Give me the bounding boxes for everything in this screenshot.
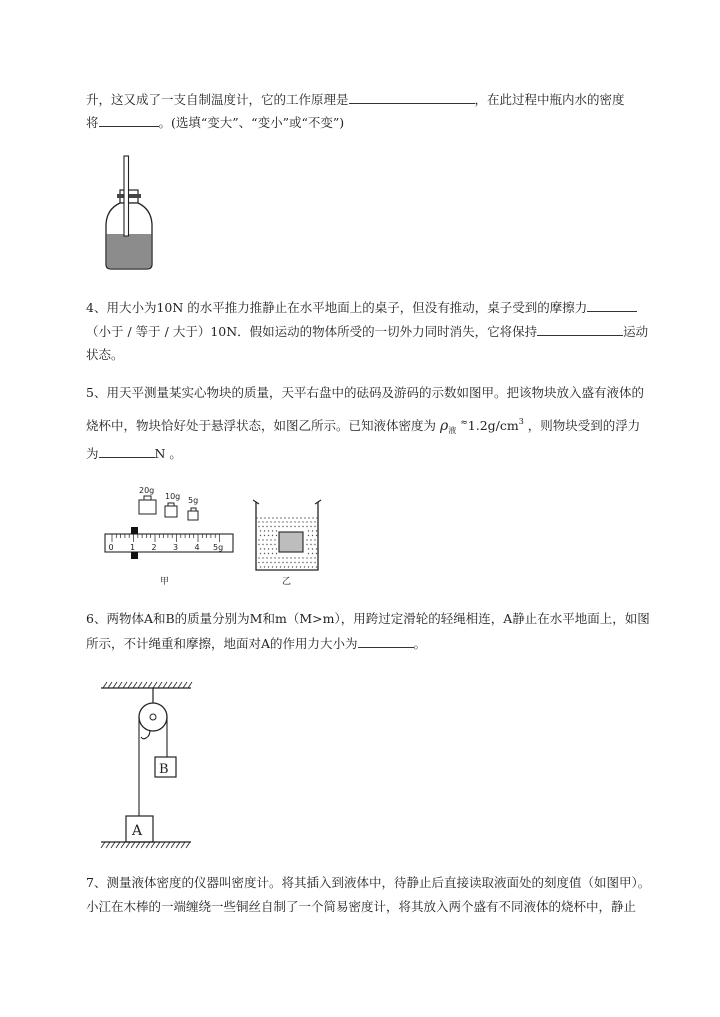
ground-hatch-line bbox=[136, 842, 140, 848]
q4-blank-state[interactable] bbox=[537, 322, 623, 336]
ceiling-hatch-line bbox=[143, 682, 147, 688]
q5-text-3b: N 。 bbox=[154, 446, 182, 461]
rho-value: 1.2g/cm bbox=[467, 418, 519, 433]
liquid-dot bbox=[268, 535, 269, 536]
liquid-dot bbox=[316, 553, 317, 554]
q5-text-2b: ，则物块受到的浮力 bbox=[527, 418, 641, 433]
liquid-dot bbox=[270, 544, 271, 545]
liquid-dot bbox=[272, 535, 273, 536]
rho-exponent: 3 bbox=[518, 417, 524, 426]
scale-label-3: 3 bbox=[173, 543, 179, 552]
liquid-dot bbox=[308, 566, 309, 567]
liquid-dot bbox=[266, 562, 267, 563]
liquid-dot bbox=[294, 521, 295, 522]
liquid-dot bbox=[316, 535, 317, 536]
liquid-dot bbox=[310, 526, 311, 527]
liquid-dot bbox=[300, 566, 301, 567]
ceiling-hatch-line bbox=[113, 682, 117, 688]
liquid-dot bbox=[282, 521, 283, 522]
liquid-dot bbox=[268, 553, 269, 554]
weight-label-10g: 10g bbox=[165, 492, 181, 501]
liquid-dot bbox=[258, 539, 259, 540]
liquid-dot bbox=[274, 544, 275, 545]
ground-hatch-line bbox=[186, 842, 190, 848]
liquid-dot bbox=[278, 526, 279, 527]
liquid-dot bbox=[310, 562, 311, 563]
q4-text-2b: 运动 bbox=[623, 324, 649, 339]
liquid-dot bbox=[270, 557, 271, 558]
liquid-dot bbox=[294, 557, 295, 558]
liquid-dot bbox=[268, 530, 269, 531]
ceiling-hatch-line bbox=[133, 682, 137, 688]
liquid-dot bbox=[310, 544, 311, 545]
liquid-dot bbox=[308, 548, 309, 549]
ground-hatch-line bbox=[161, 842, 165, 848]
scale-label-0: 0 bbox=[108, 543, 114, 552]
liquid-dot bbox=[276, 566, 277, 567]
liquid-dot bbox=[262, 539, 263, 540]
ceiling-hatch-line bbox=[138, 682, 142, 688]
ceiling-hatch-line bbox=[178, 682, 182, 688]
liquid-dot bbox=[314, 544, 315, 545]
liquid-dot bbox=[276, 553, 277, 554]
q4-line-1 bbox=[86, 298, 637, 317]
liquid-dot bbox=[302, 557, 303, 558]
ground-hatch-line bbox=[166, 842, 170, 848]
liquid-dot bbox=[260, 530, 261, 531]
liquid-dot bbox=[266, 539, 267, 540]
liquid-dot bbox=[306, 562, 307, 563]
q5-text-3a: 为 bbox=[86, 446, 99, 461]
liquid-dot bbox=[314, 521, 315, 522]
weight-label-5g: 5g bbox=[188, 496, 199, 505]
liquid-dot bbox=[272, 553, 273, 554]
q5-blank-buoyancy[interactable] bbox=[99, 444, 155, 458]
liquid-dot bbox=[260, 535, 261, 536]
liquid-dot bbox=[280, 566, 281, 567]
liquid-dot bbox=[286, 521, 287, 522]
liquid-dot bbox=[258, 562, 259, 563]
block-a-label: A bbox=[132, 823, 143, 839]
ceiling-hatch-line bbox=[118, 682, 122, 688]
liquid-dot bbox=[266, 557, 267, 558]
liquid-dot bbox=[298, 526, 299, 527]
block-b-label: B bbox=[159, 762, 169, 777]
liquid-dot bbox=[290, 526, 291, 527]
scale-label-5g: 5g bbox=[213, 543, 224, 552]
liquid-dot bbox=[262, 544, 263, 545]
figure-label-yi: 乙 bbox=[282, 577, 292, 587]
liquid-dot bbox=[258, 526, 259, 527]
ground-hatch-line bbox=[116, 842, 120, 848]
liquid-dot bbox=[258, 544, 259, 545]
ceiling-hatch-line bbox=[163, 682, 167, 688]
rho-symbol: ρ bbox=[440, 418, 449, 434]
liquid-dot bbox=[314, 562, 315, 563]
q5-line-2 bbox=[86, 413, 640, 440]
liquid-dot bbox=[310, 557, 311, 558]
liquid-dot bbox=[292, 566, 293, 567]
liquid-dot bbox=[260, 553, 261, 554]
q4-blank-friction[interactable] bbox=[587, 298, 637, 312]
ceiling-hatch bbox=[103, 682, 192, 688]
q3-text-2b: 。(选填“变大”、“变小”或“不变”) bbox=[158, 115, 345, 130]
q6-line-1: 6、两物体A和B的质量分别为M和m（M>m），用跨过定滑轮的轻绳相连，A静止在水平地面上，如图 bbox=[86, 611, 650, 626]
liquid-dot bbox=[276, 530, 277, 531]
ground-hatch bbox=[101, 842, 190, 848]
liquid-dot bbox=[314, 526, 315, 527]
liquid-dot bbox=[286, 557, 287, 558]
liquid-dot bbox=[272, 530, 273, 531]
hook-icon bbox=[141, 730, 150, 739]
balance-figure bbox=[100, 482, 240, 590]
ceiling-hatch-line bbox=[158, 682, 162, 688]
weight-5g-icon bbox=[188, 508, 198, 520]
liquid-dot bbox=[278, 521, 279, 522]
liquid-dot bbox=[262, 562, 263, 563]
ceiling-hatch-line bbox=[183, 682, 187, 688]
q4-line-2 bbox=[86, 322, 648, 341]
liquid-dot bbox=[312, 530, 313, 531]
q3-blank-density[interactable] bbox=[99, 113, 159, 127]
liquid-dot bbox=[294, 526, 295, 527]
liquid-dot bbox=[274, 562, 275, 563]
liquid-dot bbox=[264, 548, 265, 549]
liquid-dot bbox=[282, 562, 283, 563]
liquid-dot bbox=[266, 526, 267, 527]
liquid-dot bbox=[272, 566, 273, 567]
ceiling-hatch-line bbox=[168, 682, 172, 688]
q4-text-2a: （小于 / 等于 / 大于）10N．假如运动的物体所受的一切外力同时消失，它将保持 bbox=[86, 324, 538, 339]
liquid-dot bbox=[286, 526, 287, 527]
liquid-dot bbox=[304, 566, 305, 567]
liquid-dot bbox=[302, 526, 303, 527]
liquid-dot bbox=[290, 557, 291, 558]
q6-line-2 bbox=[86, 634, 426, 653]
liquid-dot bbox=[306, 544, 307, 545]
q5-line-1: 5、用天平测量某实心物块的质量，天平右盘中的砝码及游码的示数如图甲。把该物块放入盛有液体的 bbox=[86, 385, 644, 400]
ground-hatch-line bbox=[131, 842, 135, 848]
liquid-dot bbox=[286, 562, 287, 563]
ground-hatch-line bbox=[156, 842, 160, 848]
liquid-dot bbox=[264, 566, 265, 567]
figure-label-jia: 甲 bbox=[160, 577, 170, 587]
liquid-dot bbox=[270, 539, 271, 540]
bottle-thermometer-figure bbox=[100, 152, 160, 274]
liquid-dot bbox=[290, 562, 291, 563]
weight-20g-icon bbox=[139, 496, 156, 514]
liquid-dot bbox=[308, 535, 309, 536]
liquid-dot bbox=[294, 562, 295, 563]
liquid-dot bbox=[266, 544, 267, 545]
q6-text-2b: 。 bbox=[413, 636, 427, 651]
liquid-dot bbox=[260, 566, 261, 567]
liquid-dot bbox=[298, 557, 299, 558]
beaker-figure bbox=[252, 496, 324, 590]
q7-line-1: 7、测量液体密度的仪器叫密度计。将其插入到液体中，待静止后直接读取液面处的刻度值（如图甲）。 bbox=[86, 875, 651, 890]
liquid-dot bbox=[302, 562, 303, 563]
ground-hatch-line bbox=[146, 842, 150, 848]
liquid-dot bbox=[272, 548, 273, 549]
liquid-dot bbox=[258, 521, 259, 522]
liquid-dot bbox=[306, 557, 307, 558]
liquid-dot bbox=[298, 562, 299, 563]
liquid-dot bbox=[270, 521, 271, 522]
q5-text-2a: 烧杯中，物块恰好处于悬浮状态，如图乙所示。已知液体密度为 bbox=[86, 418, 437, 433]
liquid-dot bbox=[306, 526, 307, 527]
liquid-dot bbox=[306, 539, 307, 540]
q3-text-2a: 将 bbox=[86, 115, 99, 130]
liquid-dot bbox=[306, 521, 307, 522]
liquid-dot bbox=[312, 553, 313, 554]
ground-hatch-line bbox=[121, 842, 125, 848]
liquid-dot bbox=[264, 535, 265, 536]
liquid-dot bbox=[308, 553, 309, 554]
liquid-dot bbox=[310, 521, 311, 522]
q7-line-2: 小江在木棒的一端缠绕一些铜丝自制了一个简易密度计，将其放入两个盛有不同液体的烧杯中，静止 bbox=[86, 899, 637, 914]
liquid-dot bbox=[274, 557, 275, 558]
suspended-block bbox=[279, 532, 303, 552]
ceiling-hatch-line bbox=[153, 682, 157, 688]
liquid-dot bbox=[268, 548, 269, 549]
liquid-dot bbox=[316, 530, 317, 531]
q3-line-1 bbox=[86, 90, 625, 109]
liquid-dot bbox=[264, 530, 265, 531]
scale-label-2: 2 bbox=[151, 543, 157, 552]
liquid-dot bbox=[290, 521, 291, 522]
pulley-figure bbox=[96, 680, 196, 856]
weight-label-20g: 20g bbox=[139, 486, 155, 495]
equals-mark: ≈ bbox=[460, 418, 468, 428]
weight-10g-icon bbox=[165, 503, 177, 517]
ceiling-hatch-line bbox=[108, 682, 112, 688]
q3-text-1b: ，在此过程中瓶内水的密度 bbox=[474, 92, 625, 107]
liquid-dot bbox=[258, 557, 259, 558]
ceiling-hatch-line bbox=[188, 682, 192, 688]
ceiling-hatch-line bbox=[103, 682, 107, 688]
liquid-dot bbox=[270, 526, 271, 527]
liquid-dot bbox=[296, 566, 297, 567]
liquid-dot bbox=[316, 548, 317, 549]
liquid-dot bbox=[262, 521, 263, 522]
liquid-dot bbox=[260, 548, 261, 549]
liquid-dot bbox=[316, 566, 317, 567]
liquid-dot bbox=[298, 521, 299, 522]
liquid-dot bbox=[270, 562, 271, 563]
rider-top-icon bbox=[131, 527, 138, 534]
ceiling-hatch-line bbox=[128, 682, 132, 688]
liquid-dot bbox=[274, 526, 275, 527]
ceiling-hatch-line bbox=[148, 682, 152, 688]
liquid-dot bbox=[312, 535, 313, 536]
rho-subscript: 液 bbox=[448, 426, 457, 435]
liquid-dot bbox=[262, 557, 263, 558]
ground-hatch-line bbox=[176, 842, 180, 848]
q5-line-3 bbox=[86, 444, 182, 463]
scale-label-4: 4 bbox=[194, 543, 200, 552]
liquid-dot bbox=[274, 521, 275, 522]
pulley-axle bbox=[150, 714, 156, 720]
liquid-dot bbox=[278, 557, 279, 558]
liquid-dot bbox=[282, 526, 283, 527]
q4-line-3: 状态。 bbox=[86, 347, 124, 362]
q3-line-2 bbox=[86, 113, 344, 132]
liquid-dot bbox=[274, 539, 275, 540]
liquid-dot bbox=[282, 557, 283, 558]
q3-blank-principle[interactable] bbox=[349, 90, 475, 104]
bottle-water bbox=[107, 234, 152, 268]
liquid-dot bbox=[288, 566, 289, 567]
liquid-dot bbox=[284, 566, 285, 567]
ceiling-hatch-line bbox=[123, 682, 127, 688]
liquid-dot bbox=[302, 521, 303, 522]
ground-hatch-line bbox=[126, 842, 130, 848]
ground-hatch-line bbox=[101, 842, 105, 848]
ground-hatch-line bbox=[151, 842, 155, 848]
glass-tube bbox=[124, 156, 129, 236]
liquid-dot bbox=[314, 539, 315, 540]
ground-hatch-line bbox=[141, 842, 145, 848]
q4-text-1a: 4、用大小为10N 的水平推力推静止在水平地面上的桌子，但没有推动，桌子受到的摩擦力 bbox=[86, 300, 588, 315]
liquid-dot bbox=[268, 566, 269, 567]
liquid-dot bbox=[310, 539, 311, 540]
scale-label-1: 1 bbox=[130, 543, 136, 552]
liquid-dot bbox=[276, 535, 277, 536]
q6-text-2a: 所示，不计绳重和摩擦，地面对A的作用力大小为 bbox=[86, 636, 358, 651]
liquid-dot bbox=[276, 548, 277, 549]
liquid-dot bbox=[266, 521, 267, 522]
q6-blank-force[interactable] bbox=[358, 634, 414, 648]
liquid-dot bbox=[312, 548, 313, 549]
ground-hatch-line bbox=[106, 842, 110, 848]
ceiling-hatch-line bbox=[173, 682, 177, 688]
liquid-dot bbox=[262, 526, 263, 527]
liquid-dot bbox=[264, 553, 265, 554]
liquid-dot bbox=[308, 530, 309, 531]
ground-hatch-line bbox=[111, 842, 115, 848]
ground-hatch-line bbox=[181, 842, 185, 848]
liquid-dot bbox=[278, 562, 279, 563]
liquid-dot bbox=[312, 566, 313, 567]
liquid-dot bbox=[314, 557, 315, 558]
ground-hatch-line bbox=[171, 842, 175, 848]
q3-text-1a: 升，这又成了一支自制温度计，它的工作原理是 bbox=[86, 92, 349, 107]
rider-bottom-icon bbox=[131, 552, 138, 559]
